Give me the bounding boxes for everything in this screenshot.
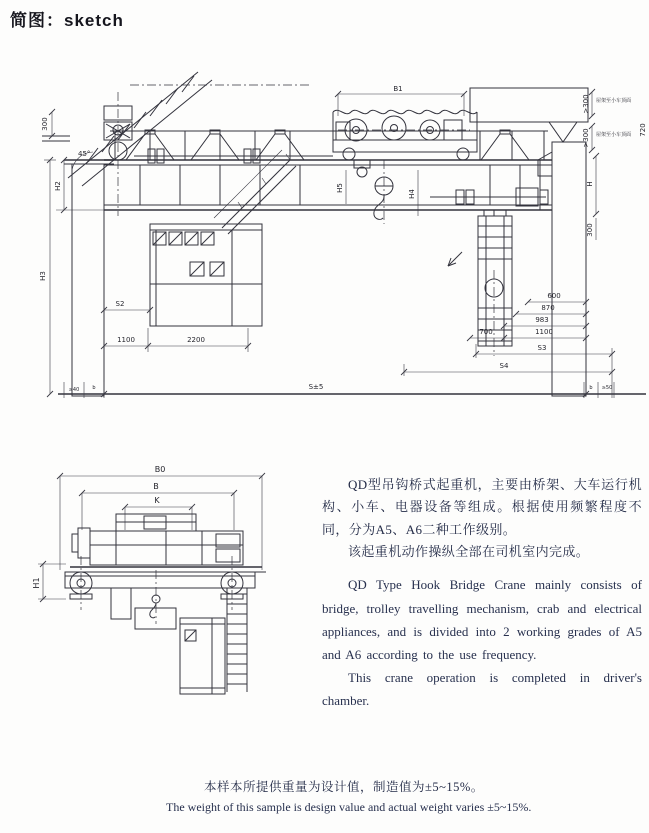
dim-300-top-left: 300 [41, 117, 49, 131]
dim-b: B [153, 482, 159, 491]
dim-h4: H4 [408, 189, 416, 199]
dim-h5: H5 [336, 183, 344, 193]
cross-travel-shaft-left [134, 149, 333, 163]
dim-b-left: b [92, 385, 96, 391]
dim-720: 720 [639, 123, 647, 137]
side-ladder [227, 588, 247, 692]
side-cab [180, 618, 225, 694]
dimensions-trolley [335, 85, 467, 216]
dim-700: 700 [479, 328, 493, 336]
description-en-p2: This crane operation is completed in driver's chamber. [322, 669, 642, 709]
drivers-cab [150, 224, 262, 326]
dimensions-left [39, 109, 251, 398]
dim-2200: 2200 [187, 336, 205, 344]
dim-gt300-b: >300 [582, 128, 590, 148]
main-elevation-drawing [0, 64, 649, 436]
clearance-note-a: 屋架至小车顶面 [596, 98, 632, 104]
dim-600: 600 [547, 292, 561, 300]
dimensions-span [101, 383, 589, 397]
clearance-note-b: 屋架至小车顶面 [596, 132, 632, 138]
footer-note-zh: 本样本所提供重量为设计值，制造值为±5~15%。 [204, 780, 484, 794]
footer-note [166, 777, 606, 815]
building-structure [42, 72, 646, 396]
description-block [322, 474, 642, 712]
dim-ge40: ≥40 [68, 387, 80, 393]
dim-1100-right: 1100 [535, 328, 553, 336]
dim-ge50: ≥50 [601, 385, 613, 391]
cross-travel-shaft-right [430, 188, 548, 206]
hook-assembly [354, 160, 393, 224]
description-zh-p2: 该起重机动作操纵全部在司机室内完成。 [348, 544, 590, 560]
dim-b0: B0 [154, 465, 166, 474]
dim-b1: B1 [393, 85, 403, 93]
dim-h-right: H [586, 181, 594, 187]
trolley-crab [333, 110, 477, 160]
dim-300-right: 300 [586, 223, 594, 237]
festoon-arrow [448, 252, 462, 266]
dim-1100-left: 1100 [117, 336, 135, 344]
dim-k: K [154, 496, 160, 505]
dim-span: S±5 [308, 383, 324, 391]
dim-roof-angle: 45° [78, 150, 91, 158]
dim-b-right: b [589, 385, 593, 391]
left-end-truck [104, 92, 132, 216]
description-en-p1: QD Type Hook Bridge Crane mainly consists of bridge, trolley travelling mechanism, crab and electrical appliances, and is divided into 2 working grades of A5 and A6 according to the use frequency. [322, 577, 642, 662]
dim-s4: S4 [499, 362, 509, 370]
side-under-bridge [111, 588, 176, 629]
dim-h3: H3 [39, 271, 47, 281]
dimensions-top-right [582, 89, 647, 240]
dim-gt300-a: >300 [582, 94, 590, 114]
dim-h2: H2 [54, 181, 62, 191]
dim-870: 870 [541, 304, 555, 312]
bridge-girder [104, 130, 552, 210]
dim-983: 983 [535, 316, 549, 324]
side-trolley [72, 514, 243, 565]
dim-h1: H1 [32, 577, 41, 589]
description-zh-p1: QD型吊钩桥式起重机，主要由桥架、大车运行机构、小车、电器设备等组成。根据使用频繁程度不同，分为A5、A6二种工作级别。 [322, 477, 642, 537]
dim-s2: S2 [115, 300, 125, 308]
page-title: 简图：sketch [10, 11, 124, 30]
side-hook [150, 570, 160, 624]
dim-s3: S3 [537, 344, 547, 352]
side-view-drawing [26, 452, 292, 744]
footer-note-en: The weight of this sample is design value and actual weight varies ±5~15%. [166, 800, 532, 814]
